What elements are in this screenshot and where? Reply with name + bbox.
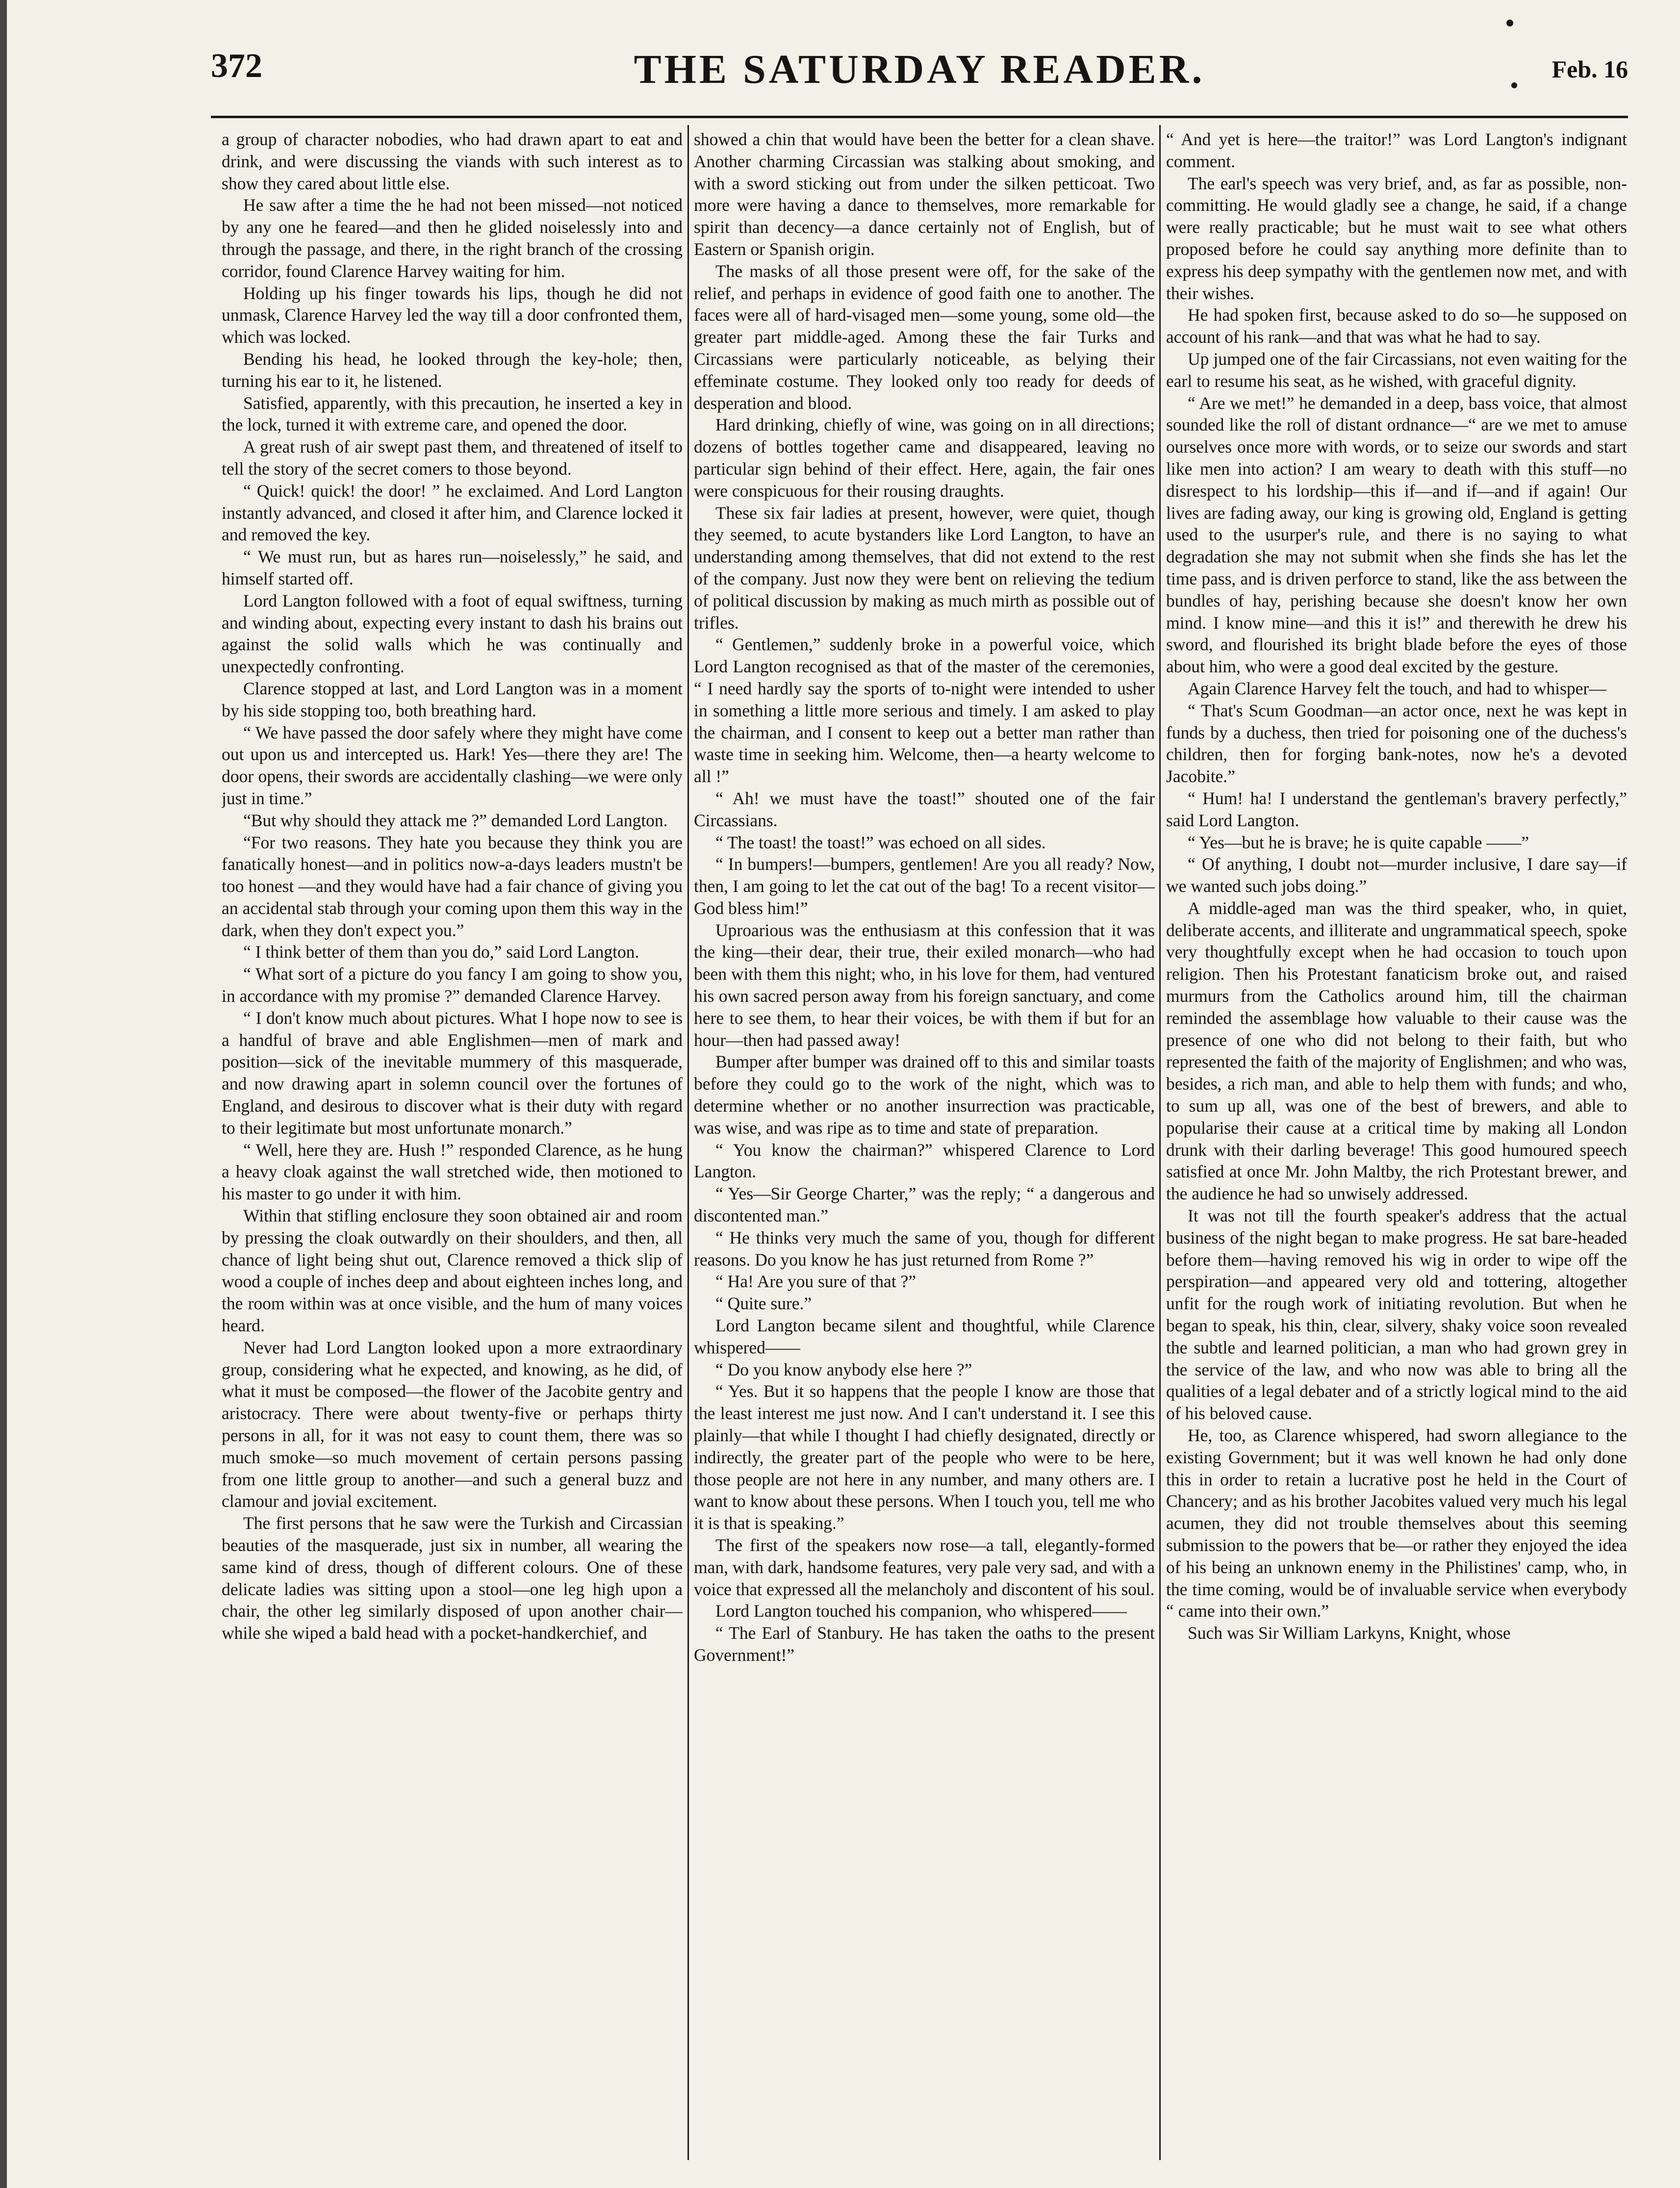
page-binding-edge bbox=[0, 0, 7, 2188]
paragraph: Within that stifling enclosure they soon obtained air and room by pressing the cloak outwardly on their shoulders, and then, all chance of light being shut out, Clarence removed a thick slip of wood a couple of inches deep and about eighteen inches long, and the room within was at once visible, and the hum of many voices heard. bbox=[222, 1206, 683, 1336]
paragraph: These six fair ladies at present, however, were quiet, though they seemed, to acute bystanders like Lord Langton, to have an understanding among themselves, that did not extend to the rest of the company. Just now they were bent on relieving the tedium of political discussion by making as much mirth as possible out of trifles. bbox=[694, 503, 1155, 633]
paragraph: Never had Lord Langton looked upon a more extraordinary group, considering what he expected, and knowing, as he did, of what it must be composed—the flower of the Jacobite gentry and aristocracy. There were about twenty-five or perhaps thirty persons in all, for it was not easy to count them, there was so much smoke—so much movement of certain persons passing from one little group to another—and such a general buzz and clamour and jovial excitement. bbox=[222, 1337, 683, 1511]
paragraph: “ Yes. But it so happens that the people I know are those that the least interest me just now. And I can't understand it. I see this plainly—that while I thought I had chiefly designated, directly or indirectly, the greater part of the people who were to be here, those people are not here in any number, and many others are. I want to know about these persons. When I touch you, tell me who it is that is speaking.” bbox=[694, 1381, 1155, 1533]
paragraph: A middle-aged man was the third speaker, who, in quiet, deliberate accents, and illiterate and ungrammatical speech, spoke very thoughtfully except when he had occasion to touch upon religion. Then his Protestant fanaticism broke out, and raised murmurs from the Catholics around him, till the chairman reminded the assemblage how valuable to their cause was the presence of one who did not belong to their faith, but who represented the faith of the majority of Englishmen; and who was, besides, a rich man, and able to help them with funds; and who, to sum up all, was one of the best of brewers, and able to popularise their cause at a critical time by making all London drunk with their darling beverage! This good humoured speech satisfied at once Mr. John Maltby, the rich Protestant brewer, and the audience he had so unwisely addressed. bbox=[1166, 898, 1627, 1204]
column-divider bbox=[687, 125, 689, 2160]
paragraph: Clarence stopped at last, and Lord Langton was in a moment by his side stopping too, both breathing hard. bbox=[222, 678, 683, 720]
paragraph: Bending his head, he looked through the key-hole; then, turning his ear to it, he listened. bbox=[222, 349, 683, 391]
paragraph: “ And yet is here—the traitor!” was Lord Langton's indignant comment. bbox=[1166, 129, 1627, 171]
paragraph: “For two reasons. They hate you because they think you are fanatically honest—and in politics now-a-days leaders mustn't be too honest —and they would have had a fair chance of giving you an accidental stab through your coming upon them this way in the dark, when they don't expect you.” bbox=[222, 832, 683, 940]
page-number: 372 bbox=[211, 47, 262, 85]
paragraph: “ We have passed the door safely where they might have come out upon us and intercepted us. Hark! Yes—there they are! The door opens, their swords are accidentally clashing—we were only just in time.” bbox=[222, 722, 683, 808]
paragraph: showed a chin that would have been the better for a clean shave. Another charming Circassian was stalking about smoking, and with a sword sticking out from under the silken petticoat. Two more were having a dance to themselves, more remarkable for spirit than decency—a dance certainly not of English, but of Eastern or Spanish origin. bbox=[694, 129, 1155, 259]
paragraph: “ He thinks very much the same of you, though for different reasons. Do you know he has just returned from Rome ?” bbox=[694, 1227, 1155, 1270]
paragraph: “ The toast! the toast!” was echoed on all sides. bbox=[715, 832, 1046, 852]
paragraph: a group of character nobodies, who had drawn apart to eat and drink, and were discussing the viands with such interest as to show they cared about little else. bbox=[222, 129, 683, 193]
paragraph: “ We must run, but as hares run—noiselessly,” he said, and himself started off. bbox=[222, 547, 683, 588]
paragraph: He, too, as Clarence whispered, had sworn allegiance to the existing Government; but it was well known he had only done this in order to retain a lucrative post he held in the Court of Chancery; and as his brother Jacobites valued very much his legal acumen, they did not trouble themselves about this seeming submission to the powers that be—or rather they enjoyed the idea of his being an unknown enemy in the Philistines' camp, who, in the time coming, would be of invaluable service when everybody “ came into their own.” bbox=[1166, 1425, 1627, 1621]
issue-date: Feb. 16 bbox=[1552, 55, 1628, 83]
paragraph: “But why should they attack me ?” demanded Lord Langton. bbox=[243, 810, 668, 830]
paragraph: “ Yes—but he is brave; he is quite capable ——” bbox=[1188, 832, 1529, 852]
paragraph: “ You know the chairman?” whispered Clarence to Lord Langton. bbox=[694, 1140, 1155, 1182]
paragraph: The masks of all those present were off, for the sake of the relief, and perhaps in evidence of good faith one to another. The faces were all of hard-visaged men—some young, some old—the greater part middle-aged. Among these the fair Turks and Circassians were particularly noticeable, as belying their effeminate costume. They looked only too ready for deeds of desperation and blood. bbox=[694, 261, 1155, 413]
paragraph: He saw after a time the he had not been missed—not noticed by any one he feared—and then he glided noiselessly into and through the passage, and there, in the right branch of the crossing corridor, found Clarence Harvey waiting for him. bbox=[222, 195, 683, 281]
paragraph: “ Well, here they are. Hush !” responded Clarence, as he hung a heavy cloak against the wall stretched wide, then motioned to his master to go under it with him. bbox=[222, 1140, 683, 1204]
paragraph: Uproarious was the enthusiasm at this confession that it was the king—their dear, their true, their exiled monarch—who had been with them this night; who, in his love for them, had ventured his own sacred person away from his foreign sanctuary, and come here to see them, to hear their voices, be with them if but for an hour—then had passed away! bbox=[694, 920, 1155, 1050]
paragraph: “ Are we met!” he demanded in a deep, bass voice, that almost sounded like the roll of distant ordnance—“ are we met to amuse ourselves once more with words, or to seize our swords and start like men into action? I am weary to death with this stuff—no disrespect to his lordship—this if—and if—and if again! Our lives are fading away, our king is growing old, England is getting used to the usurper's rule, and there is no saying to what degradation she may not submit when she finds she has let the time pass, and is driven perforce to stand, like the ass between the bundles of hay, perishing because she doesn't know her own mind. I know mine—and this it is!” and therewith he drew his sword, and flourished its bright blade before the eyes of those about him, who were a good deal excited by the gesture. bbox=[1166, 393, 1627, 677]
paragraph: “ In bumpers!—bumpers, gentlemen! Are you all ready? Now, then, I am going to let the cat out of the bag! To a recent visitor—God bless him!” bbox=[694, 854, 1155, 918]
paragraph: Again Clarence Harvey felt the touch, and had to whisper— bbox=[1188, 678, 1606, 698]
paragraph: Lord Langton touched his companion, who whispered—— bbox=[715, 1601, 1127, 1621]
paragraph: “ Quite sure.” bbox=[715, 1294, 812, 1314]
paragraph: It was not till the fourth speaker's address that the actual business of the night began to make progress. He sat bare-headed before them—having removed his wig in order to wipe off the perspiration—and appeared very old and tottering, altogether unfit for the rough work of initiating revolution. But when he began to speak, his thin, clear, silvery, shaky voice soon revealed the subtle and learned politician, a man who had grown grey in the service of the law, and who now was able to bring all the qualities of a legal debater and of a strictly logical mind to the aid of his beloved cause. bbox=[1166, 1206, 1627, 1424]
paragraph: “ Ah! we must have the toast!” shouted one of the fair Circassians. bbox=[694, 788, 1155, 830]
paragraph: “ Hum! ha! I understand the gentleman's bravery perfectly,” said Lord Langton. bbox=[1166, 788, 1627, 830]
text-column-1 bbox=[222, 128, 683, 2168]
text-column-2 bbox=[694, 128, 1155, 2168]
paragraph: The first persons that he saw were the Turkish and Circassian beauties of the masquerade, just six in number, all wearing the same kind of dress, though of different colours. One of these delicate ladies was sitting upon a stool—one leg high upon a chair, the other leg similarly disposed of upon another chair—while she wiped a bald head with a pocket-handkerchief, and bbox=[222, 1513, 683, 1643]
paragraph: “ Quick! quick! the door! ” he exclaimed. And Lord Langton instantly advanced, and closed it after him, and Clarence locked it and removed the key. bbox=[222, 481, 683, 545]
paragraph: Up jumped one of the fair Circassians, not even waiting for the earl to resume his seat, as he wished, with graceful dignity. bbox=[1166, 349, 1627, 391]
header-rule bbox=[211, 116, 1628, 118]
paragraph: Lord Langton became silent and thoughtful, while Clarence whispered—— bbox=[694, 1316, 1155, 1357]
paragraph: The first of the speakers now rose—a tall, elegantly-formed man, with dark, handsome features, very pale very sad, and with a voice that expressed all the melancholy and discontent of his soul. bbox=[694, 1535, 1155, 1599]
paragraph: “ That's Scum Goodman—an actor once, next he was kept in funds by a duchess, then tried for poisoning one of the duchess's children, then for forging bank-notes, now he's a devoted Jacobite.” bbox=[1166, 700, 1627, 787]
print-speck bbox=[1511, 82, 1517, 88]
paragraph: Holding up his finger towards his lips, though he did not unmask, Clarence Harvey led the way till a door confronted them, which was locked. bbox=[222, 283, 683, 347]
paragraph: A great rush of air swept past them, and threatened of itself to tell the story of the secret comers to those beyond. bbox=[222, 437, 683, 479]
publication-title: THE SATURDAY READER. bbox=[634, 47, 1205, 92]
column-divider bbox=[1159, 125, 1161, 2160]
paragraph: He had spoken first, because asked to do so—he supposed on account of his rank—and that was what he had to say. bbox=[1166, 305, 1627, 347]
paragraph: Hard drinking, chiefly of wine, was going on in all directions; dozens of bottles together came and disappeared, leaving no particular sign behind of their effect. Here, again, the fair ones were conspicuous for their rousing draughts. bbox=[694, 415, 1155, 501]
paragraph: The earl's speech was very brief, and, as far as possible, non-committing. He would gladly see a change, he said, if a change were really practicable; but he must wait to see what others proposed before he could say anything more definite than to express his deep sympathy with the gentlemen now met, and with their wishes. bbox=[1166, 173, 1627, 303]
paragraph: Satisfied, apparently, with this precaution, he inserted a key in the lock, turned it with extreme care, and opened the door. bbox=[222, 393, 683, 435]
paragraph: “ Do you know anybody else here ?” bbox=[715, 1359, 972, 1379]
paragraph: “ Of anything, I doubt not—murder inclusive, I dare say—if we wanted such jobs doing.” bbox=[1166, 854, 1627, 896]
paragraph: Such was Sir William Larkyns, Knight, whose bbox=[1188, 1623, 1511, 1643]
text-column-3 bbox=[1166, 128, 1627, 2168]
paragraph: “ What sort of a picture do you fancy I am going to show you, in accordance with my promise ?” demanded Clarence Harvey. bbox=[222, 964, 683, 1006]
paragraph: “ Yes—Sir George Charter,” was the reply; “ a dangerous and discontented man.” bbox=[694, 1184, 1155, 1226]
page-header bbox=[211, 49, 1628, 108]
paragraph: “ I think better of them than you do,” said Lord Langton. bbox=[243, 942, 639, 962]
paragraph: Lord Langton followed with a foot of equal swiftness, turning and winding about, expecting every instant to dash his brains out against the solid walls which he was continually and unexpectedly confronting. bbox=[222, 590, 683, 677]
paragraph: Bumper after bumper was drained off to this and similar toasts before they could go to the work of the night, which was to determine whether or no another insurrection was practicable, was wise, and was ripe as to time and state of preparation. bbox=[694, 1052, 1155, 1138]
paragraph: “ The Earl of Stanbury. He has taken the oaths to the present Government!” bbox=[694, 1623, 1155, 1665]
paragraph: “ Gentlemen,” suddenly broke in a powerful voice, which Lord Langton recognised as that of the master of the ceremonies, “ I need hardly say the sports of to-night were intended to usher in something a little more serious and timely. I am asked to play the chairman, and I consent to keep out a better man rather than waste time in seeking him. Welcome, then—a hearty welcome to all !” bbox=[694, 635, 1155, 787]
paragraph: “ Ha! Are you sure of that ?” bbox=[715, 1272, 916, 1292]
print-speck bbox=[1506, 20, 1513, 26]
paragraph: “ I don't know much about pictures. What I hope now to see is a handful of brave and able Englishmen—men of mark and position—sick of the inevitable mummery of this masquerade, and now drawing apart in solemn council over the fortunes of England, and desirous to discover what is their duty with regard to their legitimate but most unfortunate monarch.” bbox=[222, 1008, 683, 1138]
